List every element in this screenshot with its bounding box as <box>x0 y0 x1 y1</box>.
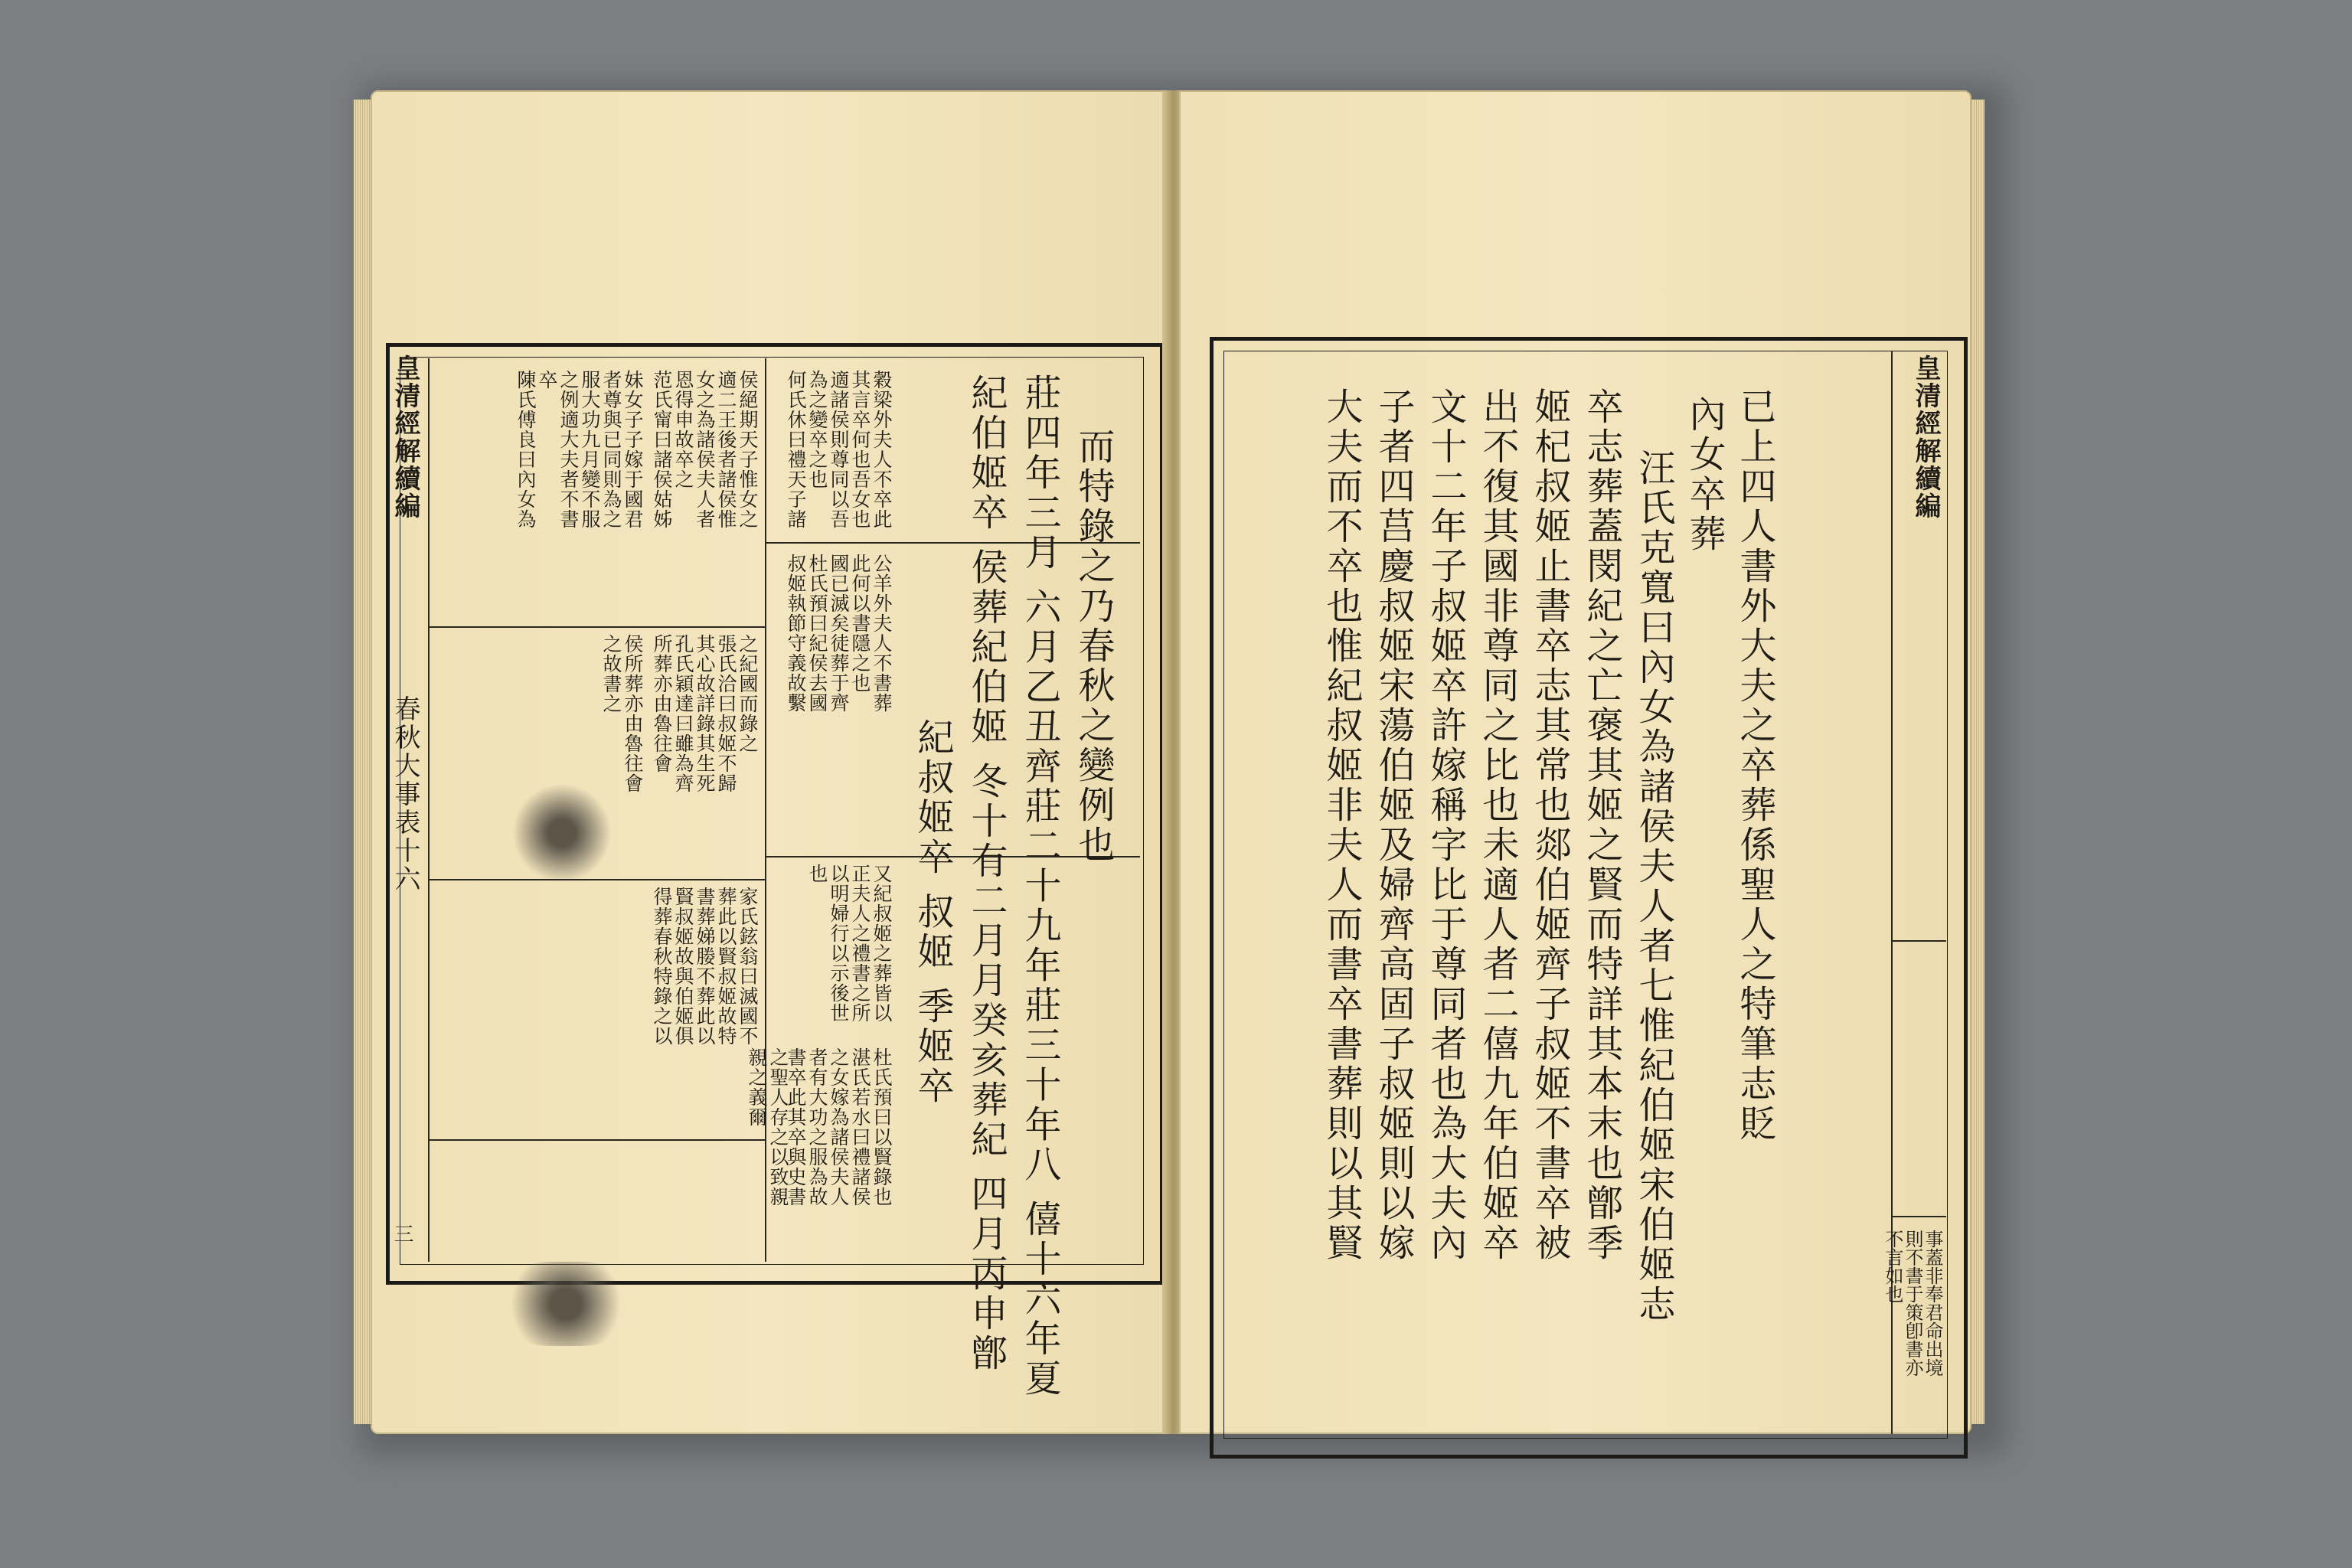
note-column: 妹女子子嫁于國君 <box>622 370 644 529</box>
note-column: 適諸侯則尊同以吾 <box>828 370 850 529</box>
note-column: 以明婦行以示後世 <box>828 864 850 1023</box>
note-column: 不言如也 <box>1882 1230 1903 1303</box>
main-text-column: 姬杞叔姬止書卒志其常也郯伯姬齊子叔姬不書卒被 <box>1528 387 1571 1263</box>
note-column: 叔姬執節守義故繫 <box>785 554 807 713</box>
rule <box>428 358 430 1262</box>
ink-blot <box>508 779 616 887</box>
note-column: 事蓋非奉君命出境 <box>1922 1230 1943 1377</box>
note-column: 服大功九月變不服 <box>579 370 601 529</box>
note-column: 正夫人之禮書之所 <box>849 864 871 1023</box>
main-text-column: 卒志葬蓋閔紀之亡褒其姬之賢而特詳其本末也鄫季 <box>1580 387 1623 1263</box>
note-column: 陳氏傅良曰內女為 <box>514 370 537 529</box>
main-text-column: 內女卒葬 <box>1683 395 1726 554</box>
note-column: 卒 <box>536 370 558 390</box>
banner-title: 皇清經解續編 <box>390 354 420 520</box>
main-text-column: 莊四年三月 六月乙丑齊莊二十九年莊三十年八 僖十六年夏 <box>1018 374 1061 1399</box>
main-text-column: 子者四莒慶叔姬宋蕩伯姬及婦齊高固子叔姬則以嫁 <box>1372 387 1415 1263</box>
rule <box>428 626 765 628</box>
chapter-title: 春秋大事表十六 <box>390 695 420 893</box>
note-column: 杜氏預曰以賢錄也 <box>871 1047 893 1207</box>
note-column: 賢叔姬故與伯姬俱 <box>672 887 694 1046</box>
note-column: 葬此以賢叔姬故特 <box>715 887 737 1046</box>
note-column: 孔氏穎達曰雖為齊 <box>672 634 694 793</box>
note-column: 此何以書隱之也 <box>849 554 871 693</box>
main-text-column: 紀叔姬卒 叔姬 季姬卒 <box>911 718 954 1106</box>
left-page <box>371 90 1167 1434</box>
note-column: 公羊外夫人不書葬 <box>871 554 893 713</box>
ink-blot <box>493 1262 639 1346</box>
main-text-column: 而特錄之乃春秋之變例也 <box>1072 427 1115 865</box>
note-column: 其言卒何也吾女也 <box>849 370 871 529</box>
note-column: 范氏甯曰諸侯姑姊 <box>651 370 673 529</box>
rule <box>1891 1216 1946 1217</box>
note-column: 杜氏預曰紀侯去國 <box>806 554 828 713</box>
note-column: 則不書于策卽書亦 <box>1902 1230 1923 1377</box>
note-column: 之紀國而錄之 <box>737 634 759 753</box>
main-text-column: 已上四人書外大夫之卒葬係聖人之特筆志貶 <box>1733 387 1776 1144</box>
note-column: 侯絕期天子惟女之 <box>737 370 759 529</box>
main-text-column: 出不復其國非尊同之比也未適人者二僖九年伯姬卒 <box>1476 387 1519 1263</box>
note-column: 也 <box>806 864 828 884</box>
note-column: 女之為諸侯夫人者 <box>694 370 716 529</box>
note-column: 之例適大夫者不書 <box>557 370 580 529</box>
note-column: 其心故詳錄其生死 <box>694 634 716 793</box>
note-column: 者有大功之服為故 <box>806 1047 828 1207</box>
note-column: 適二王後者諸侯惟 <box>715 370 737 529</box>
note-column: 穀梁外夫人不卒此 <box>871 370 893 529</box>
note-column: 書卒此其卒與史書 <box>785 1047 807 1207</box>
note-column: 張氏洽曰叔姬不歸 <box>715 634 737 793</box>
right-page <box>1179 90 1971 1434</box>
folio-number: 三 <box>390 1223 413 1243</box>
note-column: 湛氏若水曰禮諸侯 <box>849 1047 871 1207</box>
note-column: 之故書之 <box>600 634 622 714</box>
main-text-column: 汪氏克寬曰內女為諸侯夫人者七惟紀伯姬宋伯姬志 <box>1632 449 1675 1325</box>
note-column: 之女嫁為諸侯夫人 <box>828 1047 850 1207</box>
note-column: 之聖人存之以致親 <box>767 1047 789 1207</box>
main-text-column: 大夫而不卒也惟紀叔姬非夫人而書卒書葬則以其賢 <box>1320 387 1363 1263</box>
note-column: 所葬亦由魯往會 <box>651 634 673 773</box>
note-column: 又紀叔姬之葬皆以 <box>871 864 893 1023</box>
note-column: 親之義爾 <box>746 1047 768 1127</box>
main-text-column: 文十二年子叔姬卒許嫁稱字比于尊同者也為大夫內 <box>1424 387 1467 1263</box>
note-column: 何氏休曰禮天子諸 <box>785 370 807 529</box>
rule <box>428 1139 765 1141</box>
note-column: 恩得申故卒之 <box>672 370 694 489</box>
note-column: 得葬春秋特錄之以 <box>651 887 673 1046</box>
rule <box>1891 940 1946 942</box>
note-column: 侯所葬亦由魯往會 <box>622 634 644 793</box>
banner-title: 皇清經解續編 <box>1910 354 1941 520</box>
note-column: 者尊與已同則為之 <box>600 370 622 529</box>
note-column: 國已滅矣徒葬于齊 <box>828 554 850 713</box>
main-text-column: 紀伯姬卒 侯葬紀伯姬 冬十有二月月癸亥葬紀 四月丙申鄫 <box>965 374 1008 1374</box>
note-column: 家氏鉉翁曰滅國不 <box>737 887 759 1046</box>
note-column: 為之變卒之也 <box>806 370 828 489</box>
note-column: 書葬娣媵不葬此以 <box>694 887 716 1046</box>
left-page-edge <box>354 100 371 1424</box>
